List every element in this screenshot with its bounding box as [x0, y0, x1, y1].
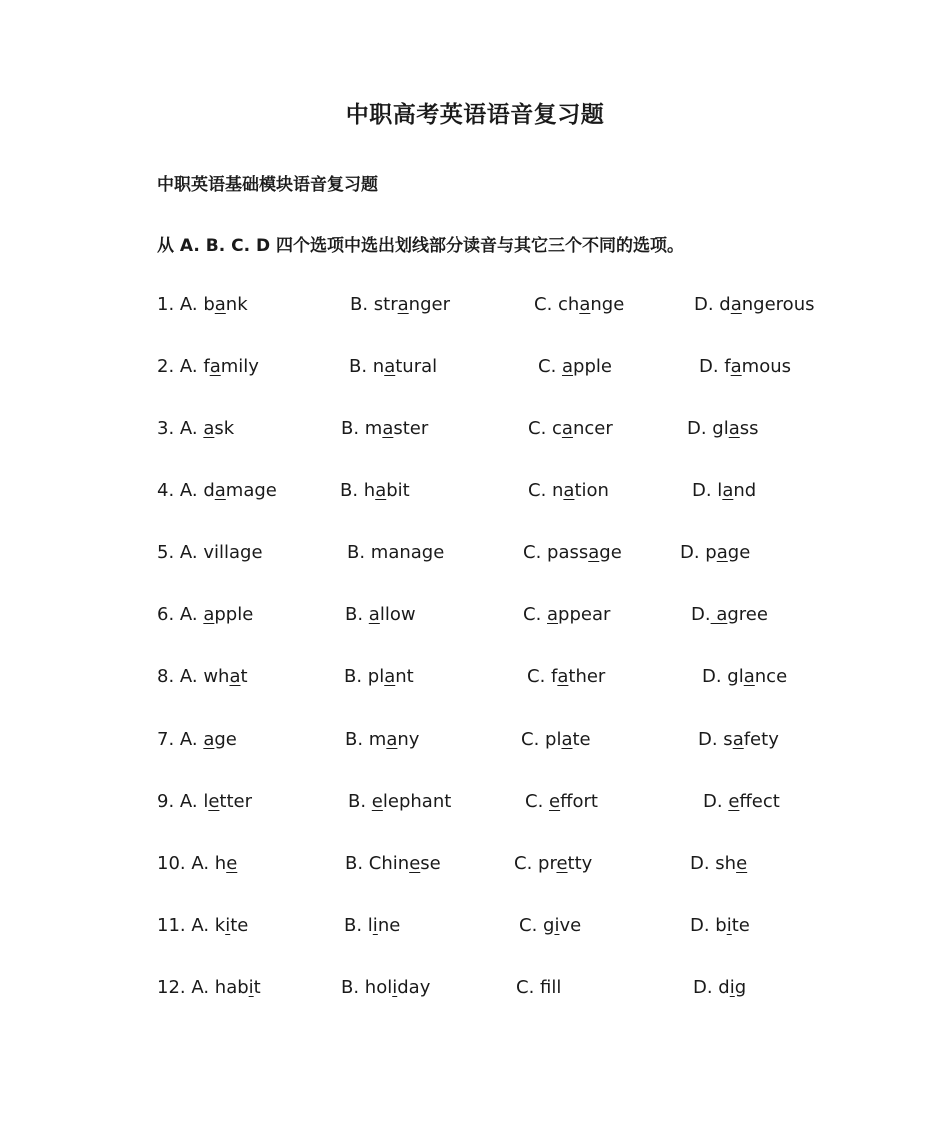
option-a	[157, 478, 277, 504]
underlined-letters: a	[229, 666, 241, 687]
option-a	[157, 416, 234, 442]
underlined-letters: a	[384, 666, 396, 687]
option-prefix: B. m	[345, 729, 387, 750]
option-prefix: D.	[691, 604, 711, 625]
option-suffix: t	[240, 666, 248, 687]
option-prefix: B. Chin	[345, 853, 410, 874]
underlined-letters: e	[728, 791, 740, 812]
underlined-letters: a	[382, 418, 394, 439]
question-row	[0, 416, 950, 442]
option-d	[698, 727, 779, 753]
option-prefix: 11. A. k	[157, 915, 226, 936]
option-prefix: B.	[348, 791, 372, 812]
option-a	[157, 602, 253, 628]
option-c	[523, 602, 610, 628]
underlined-letters: a	[728, 418, 740, 439]
option-b	[349, 354, 437, 380]
option-prefix: C.	[523, 604, 548, 625]
option-prefix: C.	[538, 356, 563, 377]
underlined-letters: a	[562, 356, 574, 377]
option-b	[340, 478, 410, 504]
underlined-letters: a	[386, 729, 398, 750]
option-prefix: D. d	[693, 977, 730, 998]
option-b	[344, 664, 414, 690]
option-a	[157, 664, 248, 690]
option-d	[680, 540, 750, 566]
option-suffix: ss	[739, 418, 759, 439]
option-suffix: mage	[225, 480, 277, 501]
option-suffix: mous	[741, 356, 792, 377]
question-row	[0, 664, 950, 690]
underlined-letters: i	[392, 977, 398, 998]
option-prefix: 1. A. b	[157, 294, 215, 315]
option-suffix: ppear	[558, 604, 611, 625]
option-a	[157, 292, 248, 318]
underlined-letters: a	[732, 729, 744, 750]
option-prefix: 4. A. d	[157, 480, 215, 501]
option-c	[534, 292, 624, 318]
underlined-letters: a	[203, 418, 215, 439]
underlined-letters: i	[729, 977, 735, 998]
option-suffix: te	[230, 915, 249, 936]
option-suffix: pple	[573, 356, 612, 377]
option-d	[692, 478, 756, 504]
option-suffix: ll	[551, 977, 562, 998]
question-row	[0, 354, 950, 380]
option-prefix: 10. A. h	[157, 853, 227, 874]
option-prefix: B. m	[341, 418, 383, 439]
option-prefix: C. c	[528, 418, 562, 439]
underlined-letters: a	[588, 542, 600, 563]
underlined-letters: a	[563, 480, 575, 501]
option-suffix: day	[397, 977, 431, 998]
option-prefix: B. str	[350, 294, 398, 315]
option-prefix: 12. A. hab	[157, 977, 249, 998]
option-suffix: llow	[379, 604, 416, 625]
option-suffix: tural	[395, 356, 438, 377]
underlined-letters: i	[248, 977, 254, 998]
option-suffix: ffort	[560, 791, 598, 812]
underlined-letters: a	[716, 542, 728, 563]
question-row	[0, 540, 950, 566]
option-prefix: C. pl	[521, 729, 562, 750]
option-suffix: g	[734, 977, 747, 998]
option-suffix: ffect	[739, 791, 780, 812]
option-d	[693, 975, 746, 1001]
option-b	[345, 851, 441, 877]
underlined-letters: i	[372, 915, 378, 936]
instruction-text: 从 A. B. C. D 四个选项中选出划线部分读音与其它三个不同的选项。	[157, 236, 684, 256]
option-prefix: 3. A.	[157, 418, 204, 439]
option-a	[157, 727, 237, 753]
option-b	[344, 913, 400, 939]
question-row	[0, 478, 950, 504]
option-suffix: bit	[386, 480, 410, 501]
underlined-letters: a	[203, 729, 215, 750]
underlined-letters: e	[549, 791, 561, 812]
option-b	[350, 292, 450, 318]
question-row	[0, 602, 950, 628]
option-c	[525, 789, 598, 815]
option-prefix: D.	[703, 791, 729, 812]
question-row	[0, 789, 950, 815]
option-b	[341, 975, 430, 1001]
underlined-letters: a	[730, 356, 742, 377]
option-suffix: ster	[393, 418, 429, 439]
option-c	[516, 975, 561, 1001]
option-suffix: nd	[733, 480, 757, 501]
underlined-letters: a	[397, 294, 409, 315]
option-prefix: C. pr	[514, 853, 557, 874]
option-c	[527, 664, 605, 690]
option-suffix: ne	[377, 915, 401, 936]
option-prefix: C. f	[527, 666, 558, 687]
option-prefix: C. n	[528, 480, 564, 501]
option-a	[157, 851, 237, 877]
option-suffix: nt	[395, 666, 414, 687]
option-prefix: C. g	[519, 915, 555, 936]
option-prefix: B.	[345, 604, 369, 625]
underlined-letters: a	[743, 666, 755, 687]
option-c	[519, 913, 581, 939]
option-suffix: lephant	[382, 791, 452, 812]
underlined-letters: a	[557, 666, 569, 687]
option-suffix: ngerous	[741, 294, 815, 315]
option-prefix: D. p	[680, 542, 717, 563]
option-a	[157, 354, 259, 380]
underlined-letters: a	[384, 356, 396, 377]
underlined-letters: e	[409, 853, 421, 874]
option-d	[694, 292, 814, 318]
question-row	[0, 292, 950, 318]
option-prefix: B. pl	[344, 666, 385, 687]
option-suffix: tter	[219, 791, 253, 812]
option-suffix: nger	[408, 294, 450, 315]
option-suffix: ge	[727, 542, 751, 563]
option-suffix: sk	[214, 418, 235, 439]
option-a	[157, 540, 263, 566]
option-prefix: 9. A. l	[157, 791, 209, 812]
option-prefix: D. gl	[702, 666, 744, 687]
underlined-letters: i	[225, 915, 231, 936]
option-prefix: D. gl	[687, 418, 729, 439]
option-suffix: ny	[397, 729, 420, 750]
option-c	[538, 354, 612, 380]
option-suffix: mily	[220, 356, 259, 377]
option-d	[687, 416, 759, 442]
question-row	[0, 913, 950, 939]
option-suffix: t	[253, 977, 261, 998]
option-prefix: B. hol	[341, 977, 393, 998]
option-prefix: 6. A.	[157, 604, 204, 625]
option-suffix: se	[420, 853, 441, 874]
question-row	[0, 975, 950, 1001]
option-suffix: te	[731, 915, 750, 936]
option-b	[347, 540, 444, 566]
question-row	[0, 727, 950, 753]
option-prefix: 7. A.	[157, 729, 204, 750]
option-a	[157, 913, 248, 939]
option-suffix: nce	[754, 666, 788, 687]
option-suffix: ncer	[572, 418, 613, 439]
option-b	[348, 789, 451, 815]
underlined-letters: e	[556, 853, 568, 874]
option-c	[514, 851, 592, 877]
option-suffix: gree	[727, 604, 768, 625]
option-prefix: B. h	[340, 480, 376, 501]
option-a	[157, 789, 252, 815]
underlined-letters: a	[710, 604, 728, 625]
underlined-letters: a	[722, 480, 734, 501]
underlined-letters: e	[371, 791, 383, 812]
underlined-letters: a	[561, 418, 573, 439]
option-prefix: B. n	[349, 356, 385, 377]
underlined-letters: a	[203, 604, 215, 625]
option-c	[521, 727, 591, 753]
option-prefix: C. pass	[523, 542, 589, 563]
section-subtitle: 中职英语基础模块语音复习题	[157, 175, 378, 195]
option-suffix: ge	[214, 729, 237, 750]
underlined-letters: a	[214, 480, 226, 501]
option-prefix: B. manage	[347, 542, 445, 563]
option-d	[699, 354, 791, 380]
underlined-letters: a	[547, 604, 559, 625]
option-prefix: 8. A. wh	[157, 666, 230, 687]
option-prefix: D. b	[690, 915, 727, 936]
option-prefix: D. l	[692, 480, 723, 501]
option-c	[528, 416, 613, 442]
option-b	[345, 727, 419, 753]
option-prefix: C. ch	[534, 294, 580, 315]
question-row	[0, 851, 950, 877]
option-suffix: ther	[568, 666, 606, 687]
underlined-letters: i	[726, 915, 732, 936]
option-d	[703, 789, 780, 815]
option-suffix: pple	[214, 604, 254, 625]
option-suffix: nge	[590, 294, 625, 315]
option-c	[528, 478, 609, 504]
underlined-letters: a	[368, 604, 380, 625]
option-suffix: tion	[574, 480, 609, 501]
option-prefix: 2. A. f	[157, 356, 210, 377]
option-prefix: 5. A. village	[157, 542, 263, 563]
underlined-letters: i	[554, 915, 560, 936]
underlined-letters: a	[375, 480, 387, 501]
option-suffix: tty	[567, 853, 593, 874]
option-prefix: C. f	[516, 977, 552, 998]
option-prefix: D. sh	[690, 853, 737, 874]
option-d	[691, 602, 768, 628]
underlined-letters: a	[561, 729, 573, 750]
option-b	[341, 416, 428, 442]
underlined-letters: e	[736, 853, 748, 874]
option-d	[690, 913, 750, 939]
underlined-letters: a	[730, 294, 742, 315]
option-suffix: ge	[599, 542, 622, 563]
option-c	[523, 540, 622, 566]
option-suffix: fety	[743, 729, 779, 750]
underlined-letters: a	[214, 294, 226, 315]
page-title: 中职高考英语语音复习题	[345, 102, 605, 128]
option-prefix: B. l	[344, 915, 373, 936]
underlined-letters: e	[208, 791, 220, 812]
option-prefix: D. s	[698, 729, 733, 750]
option-prefix: D. f	[699, 356, 731, 377]
option-d	[690, 851, 747, 877]
option-prefix: C.	[525, 791, 550, 812]
option-suffix: ve	[559, 915, 582, 936]
option-b	[345, 602, 416, 628]
option-suffix: te	[572, 729, 591, 750]
option-a	[157, 975, 261, 1001]
underlined-letters: a	[209, 356, 221, 377]
underlined-letters: e	[226, 853, 238, 874]
option-d	[702, 664, 787, 690]
underlined-letters: a	[579, 294, 591, 315]
option-suffix: nk	[225, 294, 248, 315]
option-prefix: D. d	[694, 294, 731, 315]
